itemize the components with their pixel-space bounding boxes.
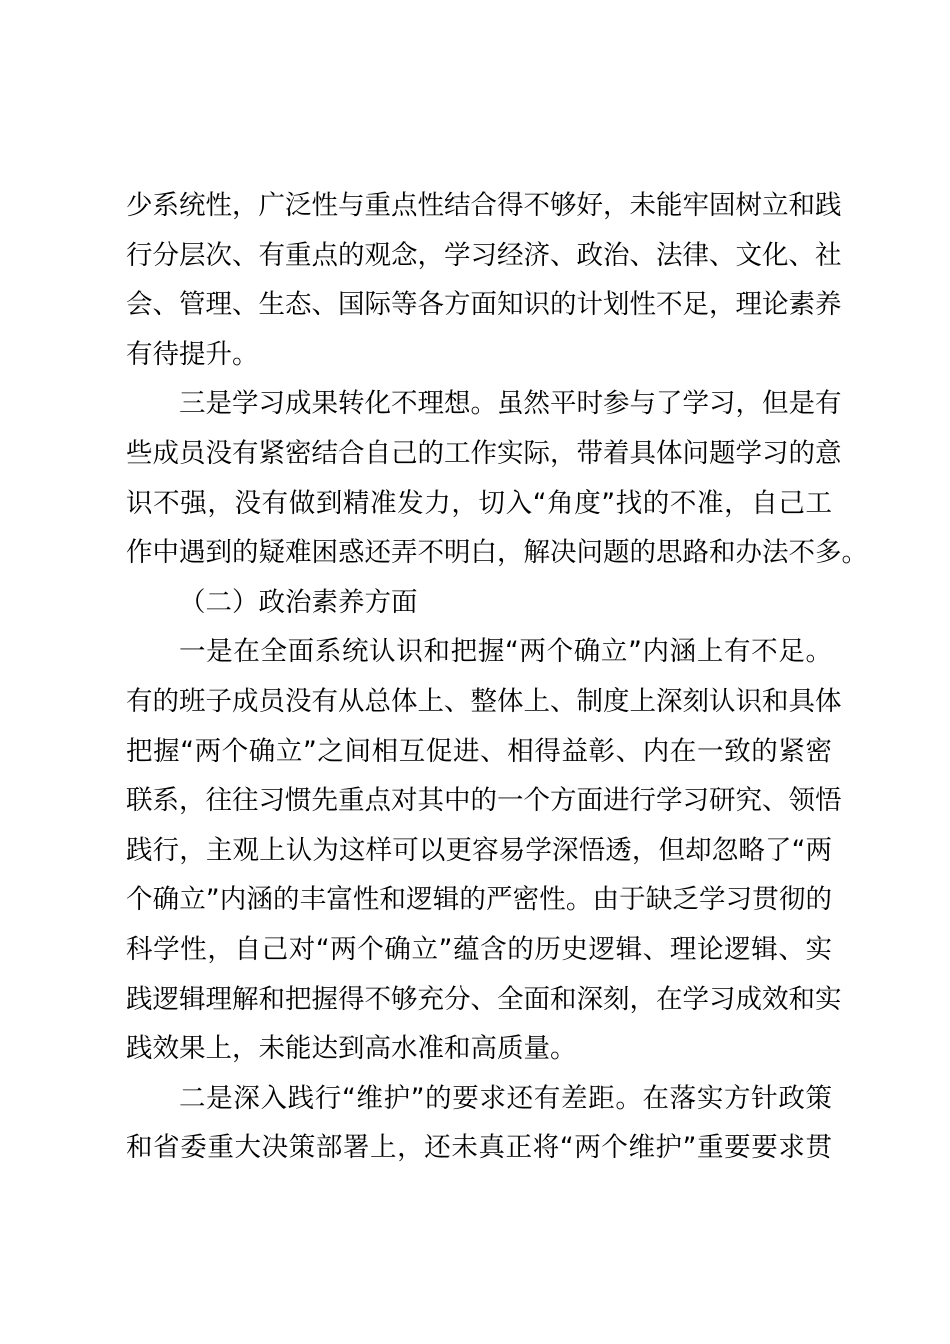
- text-line: 会、管理、生态、国际等各方面知识的计划性不足，理论素养: [126, 289, 842, 321]
- text-line: 践效果上，未能达到高水准和高质量。: [126, 1033, 577, 1065]
- text-line: 三是学习成果转化不理想。虽然平时参与了学习，但是有: [179, 388, 842, 420]
- text-line: 些成员没有紧密结合自己的工作实际，带着具体问题学习的意: [126, 437, 842, 469]
- text-line: 一是在全面系统认识和把握“两个确立”内涵上有不足。: [179, 636, 832, 668]
- text-line: 有待提升。: [126, 338, 259, 370]
- text-line: 作中遇到的疑难困惑还弄不明白，解决问题的思路和办法不多。: [126, 537, 868, 569]
- document-body: [126, 181, 868, 1173]
- text-line: 和省委重大决策部署上，还未真正将“两个维护”重要要求贯: [126, 1132, 832, 1164]
- text-line: 联系，往往习惯先重点对其中的一个方面进行学习研究、领悟: [126, 785, 842, 817]
- text-line: 少系统性，广泛性与重点性结合得不够好，未能牢固树立和践: [126, 190, 842, 221]
- text-line: 有的班子成员没有从总体上、整体上、制度上深刻认识和具体: [126, 685, 842, 717]
- text-line: 个确立”内涵的丰富性和逻辑的严密性。由于缺乏学习贯彻的: [126, 884, 832, 916]
- text-line: 把握“两个确立”之间相互促进、相得益彰、内在一致的紧密: [126, 735, 832, 767]
- text-line: 二是深入践行“维护”的要求还有差距。在落实方针政策: [179, 1082, 832, 1114]
- text-line: 科学性，自己对“两个确立”蕴含的历史逻辑、理论逻辑、实: [126, 933, 832, 965]
- text-line: 识不强，没有做到精准发力，切入“角度”找的不准，自己工: [126, 487, 832, 519]
- section-heading: （二）政治素养方面: [179, 586, 418, 618]
- text-line: 践行，主观上认为这样可以更容易学深悟透，但却忽略了“两: [126, 834, 832, 866]
- text-line: 践逻辑理解和把握得不够充分、全面和深刻，在学习成效和实: [126, 983, 842, 1015]
- text-line: 行分层次、有重点的观念，学习经济、政治、法律、文化、社: [126, 239, 842, 271]
